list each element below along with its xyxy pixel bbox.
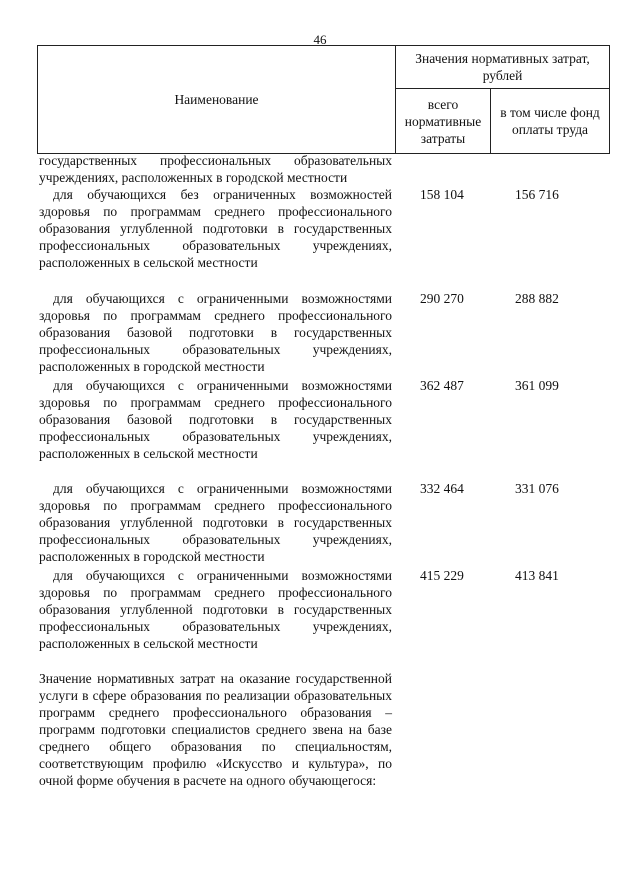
table-row-total: 290 270 <box>420 291 464 306</box>
column-header-fund: в том числе фонд оплаты труда <box>491 89 610 154</box>
page-number: 46 <box>313 32 327 47</box>
table-row-fund: 288 882 <box>515 291 559 306</box>
table-row-total: 158 104 <box>420 187 464 202</box>
table-row-text: для обучающихся с ограниченными возможностями здоровья по программам среднего профессионального образования базовой подготовки в государственных профессиональных образовательных учреждениях, расположенных в сельской местности <box>39 378 392 461</box>
continued-row-text: государственных профессиональных образовательных учреждениях, расположенных в городской местности <box>39 153 392 185</box>
column-header-values-group: Значения нормативных затрат, рублей <box>396 46 610 89</box>
table-row-fund: 413 841 <box>515 568 559 583</box>
table-row-total: 415 229 <box>420 568 464 583</box>
table-row-fund: 331 076 <box>515 481 559 496</box>
table-row-total: 362 487 <box>420 378 464 393</box>
column-header-name: Наименование <box>38 46 396 154</box>
table-row-text: для обучающихся с ограниченными возможностями здоровья по программам среднего профессионального образования углубленной подготовки в государственных профессиональных образовательных учреждениях, расположенных в городской местности <box>39 481 392 564</box>
table-row-fund: 156 716 <box>515 187 559 202</box>
table-row-total: 332 464 <box>420 481 464 496</box>
table-row-text: для обучающихся без ограниченных возможностей здоровья по программам среднего профессионального образования углубленной подготовки в государственных профессиональных образовательных учреждениях, расположенных в сельской местности <box>39 187 392 270</box>
table-header <box>37 45 610 154</box>
table-row-text: для обучающихся с ограниченными возможностями здоровья по программам среднего профессионального образования базовой подготовки в государственных профессиональных образовательных учреждениях, расположенных в городской местности <box>39 291 392 374</box>
table-row-fund: 361 099 <box>515 378 559 393</box>
table-row-text: для обучающихся с ограниченными возможностями здоровья по программам среднего профессионального образования углубленной подготовки в государственных профессиональных образовательных учреждениях, расположенных в сельской местности <box>39 568 392 651</box>
column-header-total: всего нормативные затраты <box>396 89 491 154</box>
final-paragraph: Значение нормативных затрат на оказание государственной услуги в сфере образования по реализации образовательных программ среднего профессионального образования – программ подготовки специалистов среднего звена на базе среднего общего образования по специальностям, соответствующим профилю «Искусство и культура», по очной форме обучения в расчете на одного обучающегося: <box>39 671 392 788</box>
